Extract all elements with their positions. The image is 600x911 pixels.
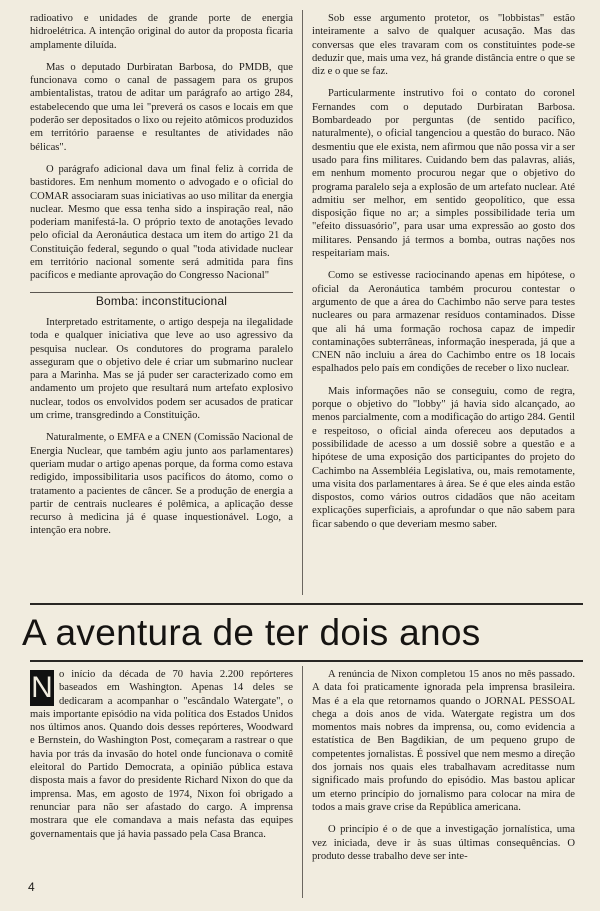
drop-cap: N	[31, 671, 53, 704]
paragraph: Naturalmente, o EMFA e a CNEN (Comissão Nacional de Energia Nuclear, que também agiu junto aos parlamentares) queriam mudar o artigo apenas porque, da forma como estava redigido, impossibilitaria usos pacíficos do átomo, como o tratamento a pacientes de câncer. Se a produção de energia a partir de centrais nucleares é polêmica, a aplicação desse recurso à medicina já é quase inquestionável. Logo, a intenção era nobre.	[30, 432, 293, 537]
article-right-column	[312, 668, 575, 872]
paragraph: Mais informações não se conseguiu, como de regra, porque o objetivo do "lobby" já havia sido alcançado, ao menos parcialmente, com a modificação do artigo 284. Gentil e respeitoso, o oficial ainda ofereceu aos deputados a possibilidade de acesso a um dossiê sobre a questão e a hipótese de uma exposição dos participantes do projeto do Cachimbo na Assembléia Legislativa, ou, mais remotamente, uma visita dos parlamentares à área. Se é que eles ainda estão dispostos, como vários outros cidadãos que não aceitam explicações superficiais, a aprofundar o que não sabem para ficar sabendo o que deveriam mesmo saber.	[312, 385, 575, 530]
paragraph: Mas o deputado Durbiratan Barbosa, do PMDB, que funcionava como o canal de passagem para os grupos ambientalistas, tratou de aditar um parágrafo ao artigo 284, estabelecendo que uma lei "preverá os casos e locais em que poderão ser depositados o lixo ou rejeito atômicos produzidos em território paraense e resultantes de atividades não bélicas".	[30, 61, 293, 153]
paragraph: radioativo e unidades de grande porte de energia hidroelétrica. A intenção original do autor da proposta ficaria amplamente diluída.	[30, 13, 293, 51]
headline-rule	[30, 660, 583, 662]
paragraph: O princípio é o de que a investigação jornalística, uma vez iniciada, deve ir às suas últimas consequências. O produto desse trabalho deve ser inte-	[312, 824, 575, 862]
paragraph: Como se estivesse raciocinando apenas em hipótese, o oficial da Aeronáutica também procurou contestar o argumento de que a área do Cachimbo não serve para testes nucleares ou para armazenar resíduos contaminados. Disse que ali há uma formação rochosa capaz de impedir contaminações subterrâneas, informação inesperada, já que a CNEN não incluiu a área do Cachimbo entre os 18 locais espalhados pelo país em condições de receber o lixo nuclear.	[312, 270, 575, 375]
page-number: 4	[28, 880, 35, 894]
article-left-column	[30, 668, 293, 850]
paragraph: Interpretado estritamente, o artigo despeja na ilegalidade toda e qualquer iniciativa que leve ao uso agressivo da pesquisa nuclear. Os condutores do programa paralelo asseguram que o objetivo dele é criar um submarino nuclear para a Marinha. Mas se já puder ser caracterizado como em andamento um projeto que resultará num artefato explosivo nuclear, todos os envolvidos podem ser acusados de praticar um crime, transgredindo a Constituição.	[30, 316, 293, 422]
paragraph: Particularmente instrutivo foi o contato do coronel Fernandes com o deputado Durbiratan Barbosa. Bombardeado por perguntas (de sentido pacífico, naturalmente), o oficial tangenciou a questão do buraco. Não desmentiu que ele exista, nem afirmou que não possa vir a ser usado para fins militares. Cuidando bem das palavras, aliás, em nenhum momento procurou negar que o objetivo do programa paralelo seja a explosão de um artefato nuclear. Até admitiu ser melhor, em sentido geopolítico, que essa disposição fique no ar; a simples possibilidade teria um "efeito dissuasório", para usar uma expressão ao gosto dos militares. Pensando já termos a bomba, outras nações nos respeitariam mais.	[312, 88, 575, 260]
paragraph: A renúncia de Nixon completou 15 anos no mês passado. A data foi praticamente ignorada pela imprensa brasileira. Mas é a ela que retornamos quando o JORNAL PESSOAL chega a dois anos de vida. Watergate registra um dos momentos mais nobres da imprensa, ou, como evidencia a estatística de Ben Bagdikian, de um pequeno grupo de competentes jornalistas. É possível que nem mesmo a direção dos jornais nos quais eles trabalhavam acreditasse num significado mais profundo do episódio. Mas bastou aplicar um eterno princípio do jornalismo para colocar na mira de todos a mais grave crise da República americana.	[312, 669, 575, 813]
paragraph: o início da década de 70 havia 2.200 repórteres baseados em Washington. Apenas 14 deles se dedicaram a acompanhar o "escândalo Watergate", o mais importante episódio na vida política dos Estados Unidos nos últimos anos. Quando dois desses repórteres, Woodward e Bernstein, do Washington Post, começaram a rastrear o que havia por trás da invasão do hotel onde funcionava o comitê eleitoral do Partido Democrata, a opinião pública estava disposta mais a favor do presidente Richard Nixon do que da imprensa. Mas, em agosto de 1974, Nixon foi obrigado a renunciar para não ser afastado do cargo. A imprensa mostrara que ele comandava a mais nefasta das equipes governamentais que já havia passado pela Casa Branca.	[30, 669, 293, 840]
paragraph: Sob esse argumento protetor, os "lobbistas" estão inteiramente a salvo de qualquer acusação. Mas das conversas que eles travaram com os constituintes pode-se deduzir que, mais uma vez, há grande distância entre o que se diz e o que se faz.	[312, 13, 575, 78]
paragraph: O parágrafo adicional dava um final feliz à corrida de bastidores. Em nenhum momento o advogado e o oficial do COMAR associaram suas iniciativas ao uso militar da energia nuclear. Mesmo que essa tenha sido a inspiração real, não poderiam manifestá-la. O próprio texto de anotações levado pelo oficial da Aeronáutica destaca um item do artigo 21 da Constituição federal, segundo o qual "toda atividade nuclear em território nacional somente será admitida para fins pacíficos e mediante aprovação do Congresso Nacional"	[30, 163, 293, 282]
article-headline: A aventura de ter dois anos	[22, 612, 481, 653]
upper-left-column	[30, 12, 293, 547]
column-divider	[302, 10, 303, 595]
upper-right-column	[312, 12, 575, 540]
subheading: Bomba: inconstitucional	[30, 292, 293, 312]
section-rule	[30, 603, 583, 605]
column-divider	[302, 666, 303, 898]
